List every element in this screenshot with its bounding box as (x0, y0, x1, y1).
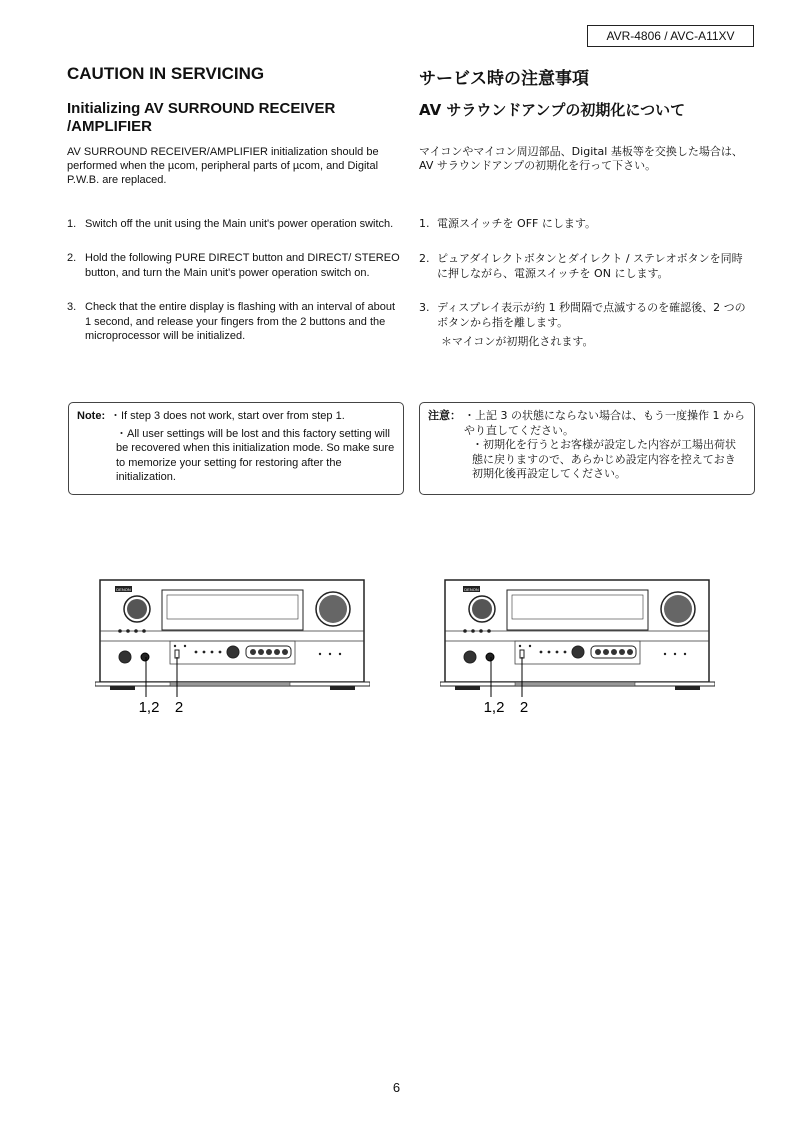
display-window (162, 590, 303, 630)
jp-section-title: AV サラウンドアンプの初期化について (419, 101, 686, 119)
jp-step-3 (419, 301, 751, 350)
jp-step-3-text: ディスプレイ表示が約 1 秒間隔で点滅するのを確認後、2 つのボタンから指を離します。 (437, 301, 746, 329)
page-number: 6 (392, 1080, 401, 1095)
en-note-box (68, 402, 404, 495)
jp-step-2 (419, 252, 751, 281)
en-section-title (67, 100, 335, 136)
headphone-jack (141, 653, 149, 661)
callout-label-1-2: 1,2 (483, 699, 505, 716)
en-step-2-text: Hold the following PURE DIRECT button and DIRECT/ STEREO button, and turn the Main unit's power operation switch on. (85, 252, 400, 279)
jp-note-box (419, 402, 755, 495)
en-page-title: CAUTION IN SERVICING (67, 64, 265, 83)
select-dial (572, 646, 584, 658)
model-number-box: AVR-4806 / AVC-A11XV (587, 25, 754, 47)
en-step-1-number: 1. (67, 218, 77, 230)
en-step-1-text: Switch off the unit using the Main unit's power operation switch. (85, 218, 394, 230)
jp-step-1-text: 電源スイッチを OFF にします。 (437, 217, 596, 230)
jp-intro-paragraph: マイコンやマイコン周辺部品、Digital 基板等を交換した場合は、AV サラウンドアンプの初期化を行って下さい。 (419, 145, 743, 172)
jp-step-2-text: ピュアダイレクトボタンとダイレクト / ステレオボタンを同時に押しながら、電源スイッチを ON にします。 (437, 252, 743, 280)
en-note-item-1: ・If step 3 does not work, start over from step 1. (110, 410, 345, 422)
receiver-front-panel-figure-right (440, 575, 715, 720)
en-step-2-number: 2. (67, 252, 77, 264)
jp-note-item-1: ・上記 3 の状態にならない場合は、もう一度操作 1 からやり直してください。 (464, 409, 745, 437)
jp-step-1-number: 1. (419, 217, 430, 230)
brand-logo-text: DENON (116, 587, 131, 592)
jp-step-1 (419, 217, 751, 232)
display-window (507, 590, 648, 630)
power-switch (464, 651, 476, 663)
callout-label-2: 2 (174, 699, 184, 716)
en-step-2 (67, 251, 403, 280)
en-section-title-line1: Initializing AV SURROUND RECEIVER (67, 100, 336, 117)
jp-step-3-number: 3. (419, 301, 430, 314)
en-step-3 (67, 300, 403, 344)
en-step-3-text: Check that the entire display is flashing with an interval of about 1 second, and release your fingers from the 2 buttons and the microprocessor will be initialized. (85, 301, 396, 342)
en-note-item-2: ・All user settings will be lost and this factory setting will be recovered when this initialization mode. So make sure to memorize your setting for restoring after the initialization. (116, 427, 395, 483)
en-intro-paragraph: AV SURROUND RECEIVER/AMPLIFIER initialization should be performed when the µcom, peripheral parts of µcom, and Digital P.W.B. are replaced. (67, 146, 379, 186)
jp-step-3-subnote: ＊マイコンが初期化されます。 (441, 335, 594, 348)
jp-page-title: サービス時の注意事項 (419, 69, 589, 89)
receiver-front-panel-figure-left (95, 575, 370, 720)
jp-step-2-number: 2. (419, 252, 430, 265)
power-switch (119, 651, 131, 663)
en-section-title-line2: /AMPLIFIER (67, 118, 152, 135)
en-step-1 (67, 217, 403, 232)
select-dial (227, 646, 239, 658)
pure-direct-button (520, 650, 524, 658)
pure-direct-button (175, 650, 179, 658)
headphone-jack (486, 653, 494, 661)
callout-label-1-2: 1,2 (138, 699, 160, 716)
jp-note-label: 注意： (428, 409, 461, 422)
en-step-3-number: 3. (67, 301, 77, 313)
jp-note-item-2: ・初期化を行うとお客様が設定した内容が工場出荷状態に戻りますので、あらかじめ設定内容を控えておき初期化後再設定してください。 (472, 438, 736, 480)
en-note-label: Note: (77, 410, 106, 422)
brand-logo-text: DENON (464, 587, 479, 592)
callout-label-2: 2 (519, 699, 529, 716)
